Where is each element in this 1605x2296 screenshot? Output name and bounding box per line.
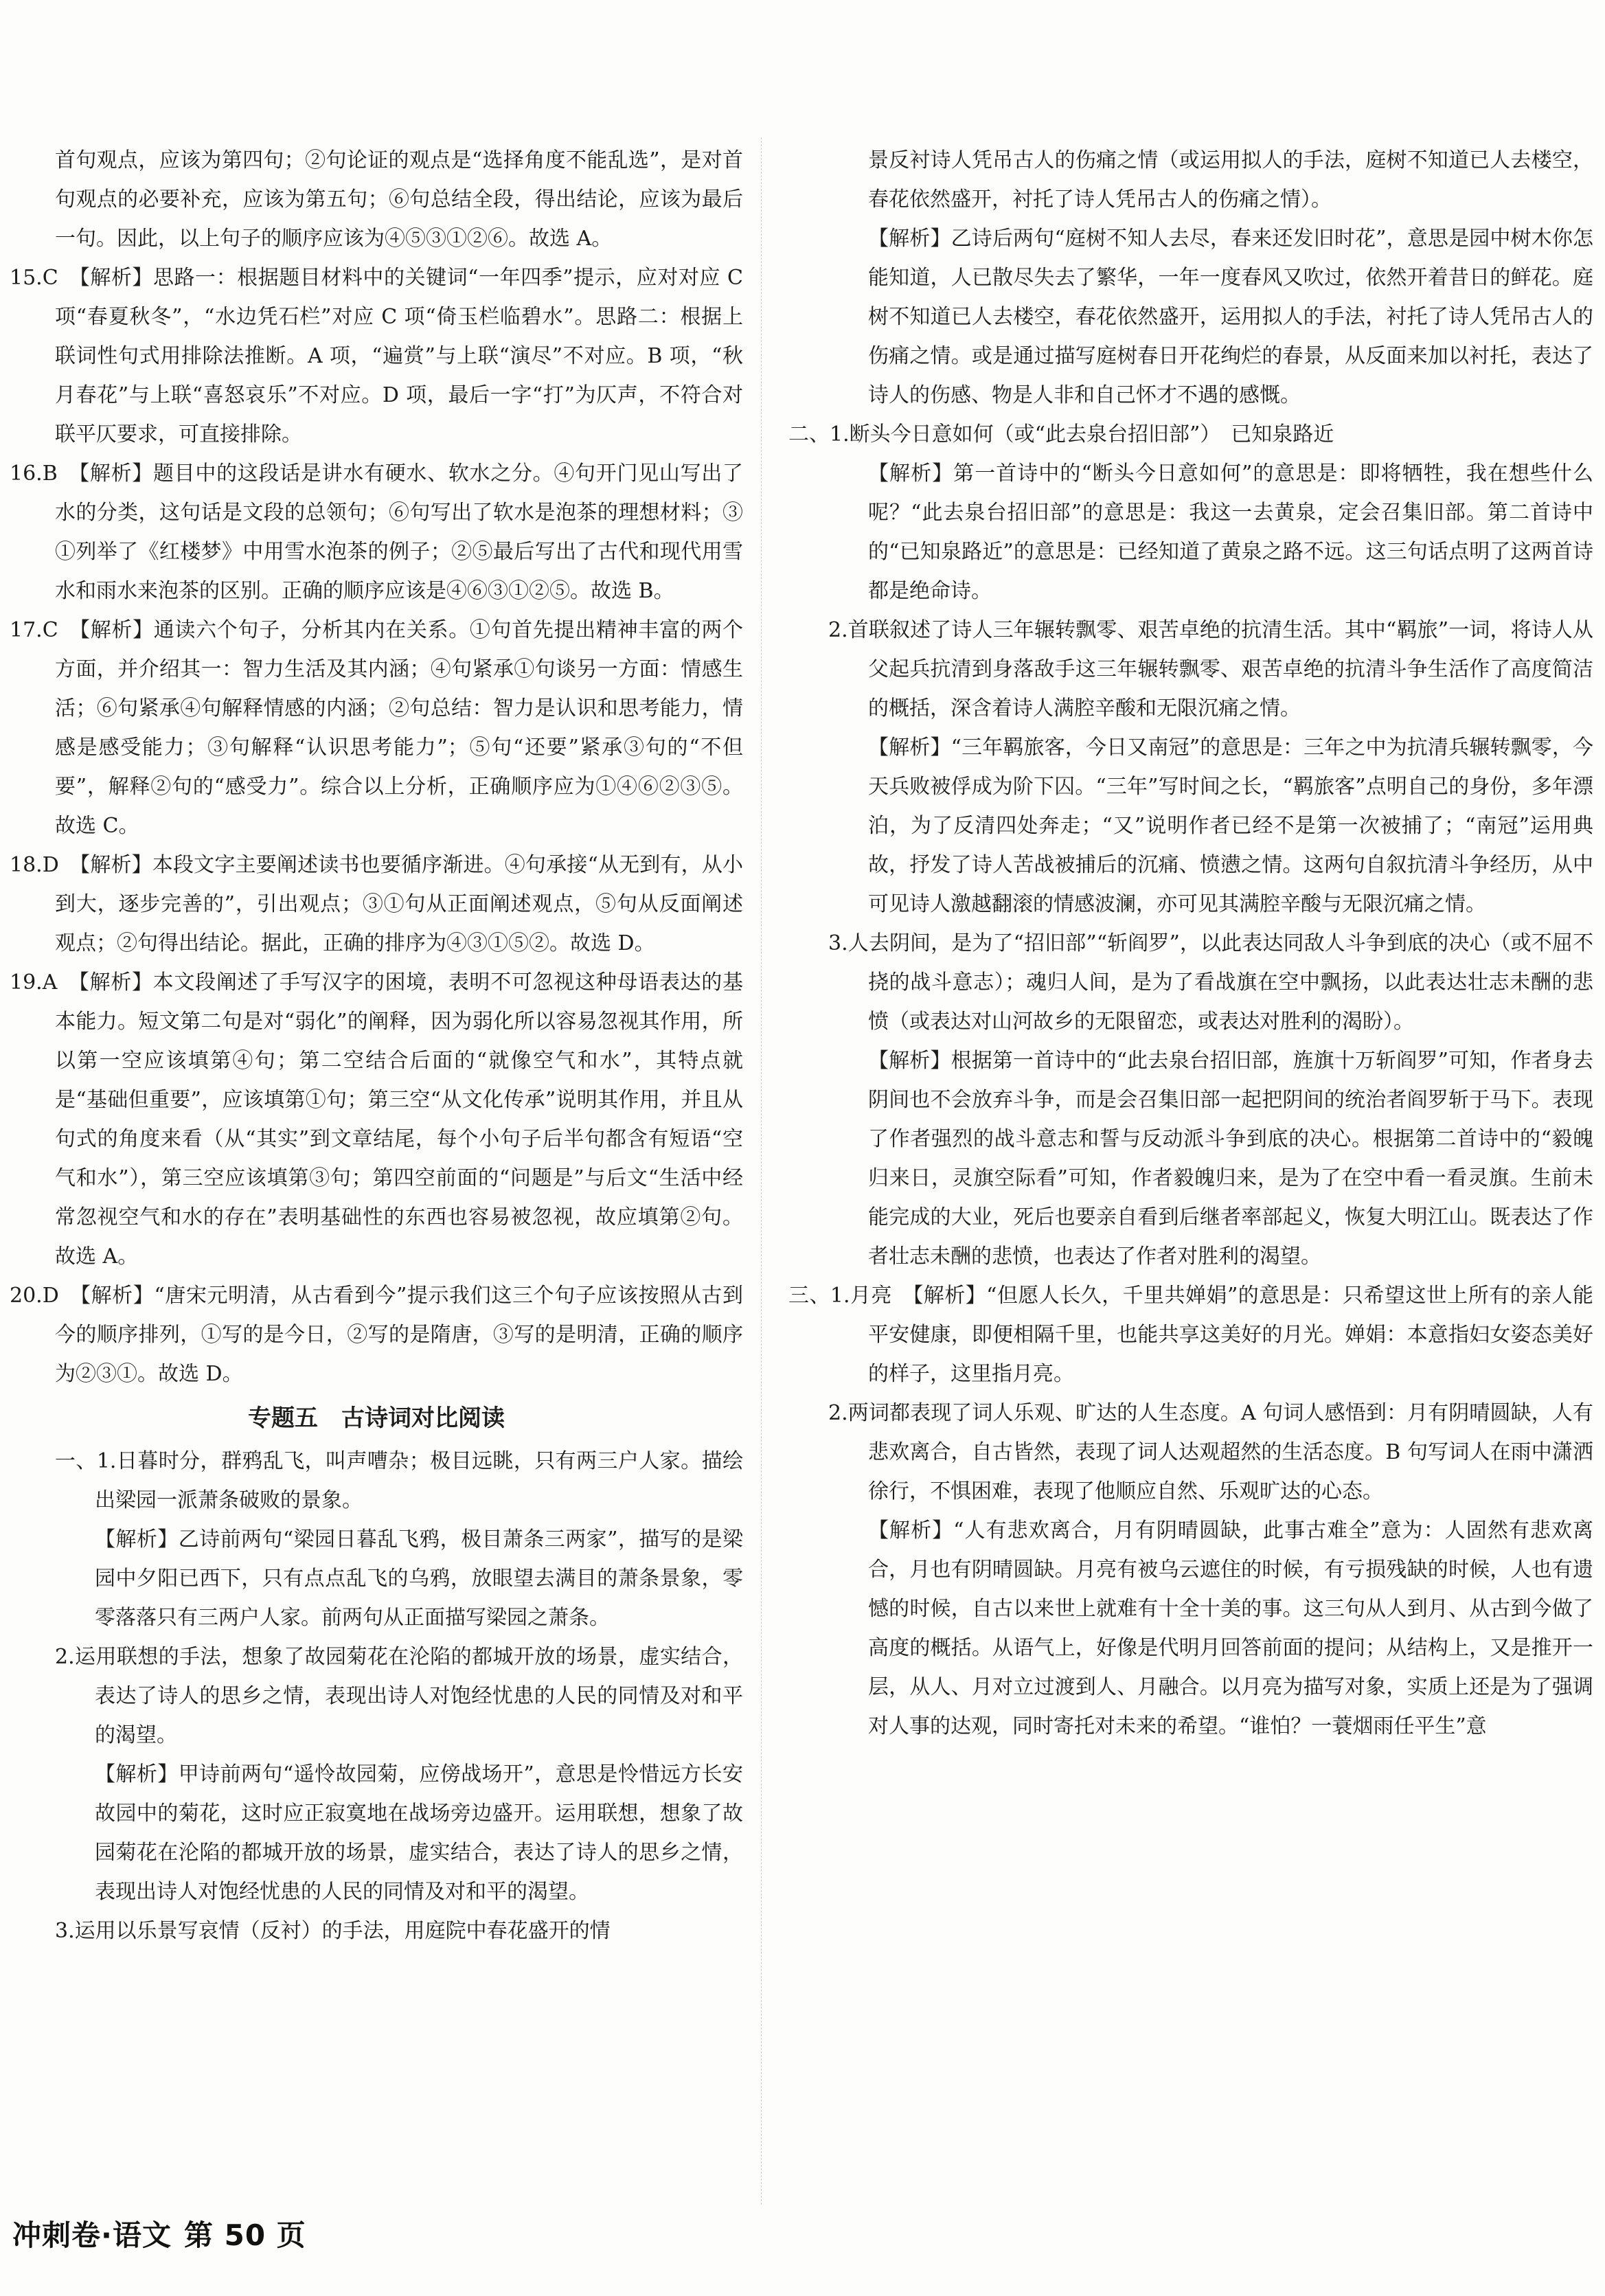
answer-q19: 19.A 【解析】本文段阐述了手写汉字的困境，表明不可忽视这种母语表达的基本能力。短文第二句是对“弱化”的阐释，因为弱化所以容易忽视其作用，所以第一空应该填第④句；第二空结合后面的“就像空气和水”，其特点就是“基础但重要”，应该填第①句；第三空“从文化传承”说明其作用，并且从句式的角度来看（从“其实”到文章结尾，每个小句子后半句都含有短语“空气和水”），第三空应该填第③句；第四空前面的“问题是”与后文“生活中经常忽视空气和水的存在”表明基础性的东西也容易被忽视，故应填第②句。故选 A。 <box>10 970 743 1269</box>
page-footer <box>0 2213 306 2254</box>
s2-q2-answer: 2.首联叙述了诗人三年辗转飘零、艰苦卓绝的抗清生活。其中“羁旅”一词，将诗人从父起兵抗清到身落敌手这三年辗转飘零、艰苦卓绝的抗清斗争生活作了高度简洁的概括，深含着诗人满腔辛酸和无限沉痛之情。 <box>828 618 1593 720</box>
s1-q2-analysis: 【解析】甲诗前两句“遥怜故园菊，应傍战场开”，意思是怜惜远方长安故园中的菊花，这时应正寂寞地在战场旁边盛开。运用联想，想象了故园菊花在沦陷的都城开放的场景，虚实结合，表达了诗人的思乡之情，表现出诗人对饱经忧患的人民的同情及对和平的渴望。 <box>95 1762 743 1904</box>
section-title: 专题五 古诗词对比阅读 <box>248 1405 505 1432</box>
answer-q16: 16.B 【解析】题目中的这段话是讲水有硬水、软水之分。④句开门见山写出了水的分类，这句话是文段的总领句；⑥句写出了软水是泡茶的理想材料；③①列举了《红楼梦》中用雪水泡茶的例子；②⑤最后写出了古代和现代用雪水和雨水来泡茶的区别。正确的顺序应该是④⑥③①②⑤。故选 B。 <box>10 462 743 603</box>
s1-q3-analysis: 【解析】乙诗后两句“庭树不知人去尽，春来还发旧时花”，意思是园中树木你怎能知道，人已散尽失去了繁华，一年一度春风又吹过，依然开着昔日的鲜花。庭树不知道已人去楼空，春花依然盛开，运用拟人的手法，衬托了诗人凭吊古人的伤痛之情。或是通过描写庭树春日开花绚烂的春景，从反面来加以衬托，表达了诗人的伤感、物是人非和自己怀才不遇的感慨。 <box>868 227 1593 407</box>
s1-q3-answer: 3.运用以乐景写哀情（反衬）的手法，用庭院中春花盛开的情 <box>55 1919 611 1943</box>
answer-q20: 20.D 【解析】“唐宋元明清，从古看到今”提示我们这三个句子应该按照从古到今的顺序排列，①写的是今日，②写的是隋唐，③写的是明清，正确的顺序为②③①。故选 D。 <box>10 1284 743 1386</box>
answer-q15: 15.C 【解析】思路一：根据题目材料中的关键词“一年四季”提示，应对对应 C 项“春夏秋冬”，“水边凭石栏”对应 C 项“倚玉栏临碧水”。思路二：根据上联词性句式用排除法推断。A 项，“遍赏”与上联“演尽”不对应。B 项，“秋月春花”与上联“喜怒哀乐”不对应。D 项，最后一字“打”为仄声，不符合对联平仄要求，可直接排除。 <box>10 266 743 446</box>
s2-q1-analysis: 【解析】第一首诗中的“断头今日意如何”的意思是：即将牺牲，我在想些什么呢？“此去泉台招旧部”的意思是：我这一去黄泉，定会召集旧部。第二首诗中的“已知泉路近”的意思是：已经知道了黄泉之路不远。这三句话点明了这两首诗都是绝命诗。 <box>868 462 1593 603</box>
s1-q3-continuation: 景反衬诗人凭吊古人的伤痛之情（或运用拟人的手法，庭树不知道已人去楼空，春花依然盛开，衬托了诗人凭吊古人的伤痛之情）。 <box>868 148 1593 212</box>
column-divider <box>761 137 762 2205</box>
footer-book-title: 冲刺卷·语文 <box>12 2218 172 2252</box>
footer-page-number: 第 50 页 <box>183 2218 306 2252</box>
s1-q1-analysis: 【解析】乙诗前两句“梁园日暮乱飞鸦，极目萧条三两家”，描写的是梁园中夕阳已西下，只有点点乱飞的乌鸦，放眼望去满目的萧条景象，零零落落只有三两户人家。前两句从正面描写梁园之萧条。 <box>95 1527 743 1630</box>
s2-q3-analysis: 【解析】根据第一首诗中的“此去泉台招旧部，旌旗十万斩阎罗”可知，作者身去阴间也不会放弃斗争，而是会召集旧部一起把阴间的统治者阎罗斩于马下。表现了作者强烈的战斗意志和誓与反动派斗争到底的决心。根据第二首诗中的“毅魄归来日，灵旗空际看”可知，作者毅魄归来，是为了在空中看一看灵旗。生前未能完成的大业，死后也要亲自看到后继者率部起义，恢复大明江山。既表达了作者壮志未酬的悲愤，也表达了作者对胜利的渴望。 <box>868 1049 1593 1269</box>
s2-q1-answer: 二、1.断头今日意如何（或“此去泉台招旧部”） 已知泉路近 <box>788 422 1334 446</box>
right-column <box>788 141 1593 1746</box>
s1-q1-answer: 一、1.日暮时分，群鸦乱飞，叫声嘈杂；极目远眺，只有两三户人家。描绘出梁园一派萧条破败的景象。 <box>55 1449 743 1512</box>
s1-q2-answer: 2.运用联想的手法，想象了故园菊花在沦陷的都城开放的场景，虚实结合，表达了诗人的思乡之情，表现出诗人对饱经忧患的人民的同情及对和平的渴望。 <box>55 1645 743 1747</box>
s2-q2-analysis: 【解析】“三年羁旅客，今日又南冠”的意思是：三年之中为抗清兵辗转飘零，今天兵败被俘成为阶下囚。“三年”写时间之长，“羁旅客”点明自己的身份，多年漂泊，为了反清四处奔走；“又”说明作者已经不是第一次被捕了；“南冠”运用典故，抒发了诗人苦战被捕后的沉痛、愤懑之情。这两句自叙抗清斗争经历，从中可见诗人激越翻滚的情感波澜，亦可见其满腔辛酸与无限沉痛之情。 <box>868 736 1593 916</box>
q14-continuation: 首句观点，应该为第四句；②句论证的观点是“选择角度不能乱选”，是对首句观点的必要补充，应该为第五句；⑥句总结全段，得出结论，应该为最后一句。因此，以上句子的顺序应该为④⑤③①②⑥。故选 A。 <box>55 148 743 251</box>
s3-q2-analysis: 【解析】“人有悲欢离合，月有阴晴圆缺，此事古难全”意为：人固然有悲欢离合，月也有阴晴圆缺。月亮有被乌云遮住的时候，有亏损残缺的时候，人也有遗憾的时候，自古以来世上就难有十全十美的事。这三句从人到月、从古到今做了高度的概括。从语气上，好像是代明月回答前面的提问；从结构上，又是推开一层，从人、月对立过渡到人、月融合。以月亮为描写对象，实质上还是为了强调对人事的达观，同时寄托对未来的希望。“谁怕？一蓑烟雨任平生”意 <box>868 1519 1593 1738</box>
answer-q18: 18.D 【解析】本段文字主要阐述读书也要循序渐进。④句承接“从无到有，从小到大，逐步完善的”，引出观点；③①句从正面阐述观点，⑤句从反面阐述观点；②句得出结论。据此，正确的排序为④③①⑤②。故选 D。 <box>10 853 743 955</box>
s2-q3-answer: 3.人去阴间，是为了“招旧部”“斩阎罗”，以此表达同敌人斗争到底的决心（或不屈不挠的战斗意志）；魂归人间，是为了看战旗在空中飘扬，以此表达壮志未酬的悲愤（或表达对山河故乡的无限留恋，或表达对胜利的渴盼）。 <box>828 931 1593 1034</box>
s3-q2-answer: 2.两词都表现了词人乐观、旷达的人生态度。A 句词人感悟到：月有阴晴圆缺，人有悲欢离合，自古皆然，表现了词人达观超然的生活态度。B 句写词人在雨中潇洒徐行，不惧困难，表现了他顺应自然、乐观旷达的心态。 <box>828 1401 1593 1503</box>
answer-q17: 17.C 【解析】通读六个句子，分析其内在关系。①句首先提出精神丰富的两个方面，并介绍其一：智力生活及其内涵；④句紧承①句谈另一方面：情感生活；⑥句紧承④句解释情感的内涵；②句总结：智力是认识和思考能力，情感是感受能力；③句解释“认识思考能力”；⑤句“还要”紧承③句的“不但要”，解释②句的“感受力”。综合以上分析，正确顺序应为①④⑥②③⑤。故选 C。 <box>10 618 743 838</box>
left-column <box>10 141 743 1951</box>
s3-q1-answer: 三、1.月亮 【解析】“但愿人长久，千里共婵娟”的意思是：只希望这世上所有的亲人能平安健康，即便相隔千里，也能共享这美好的月光。婵娟：本意指妇女姿态美好的样子，这里指月亮。 <box>788 1284 1593 1386</box>
